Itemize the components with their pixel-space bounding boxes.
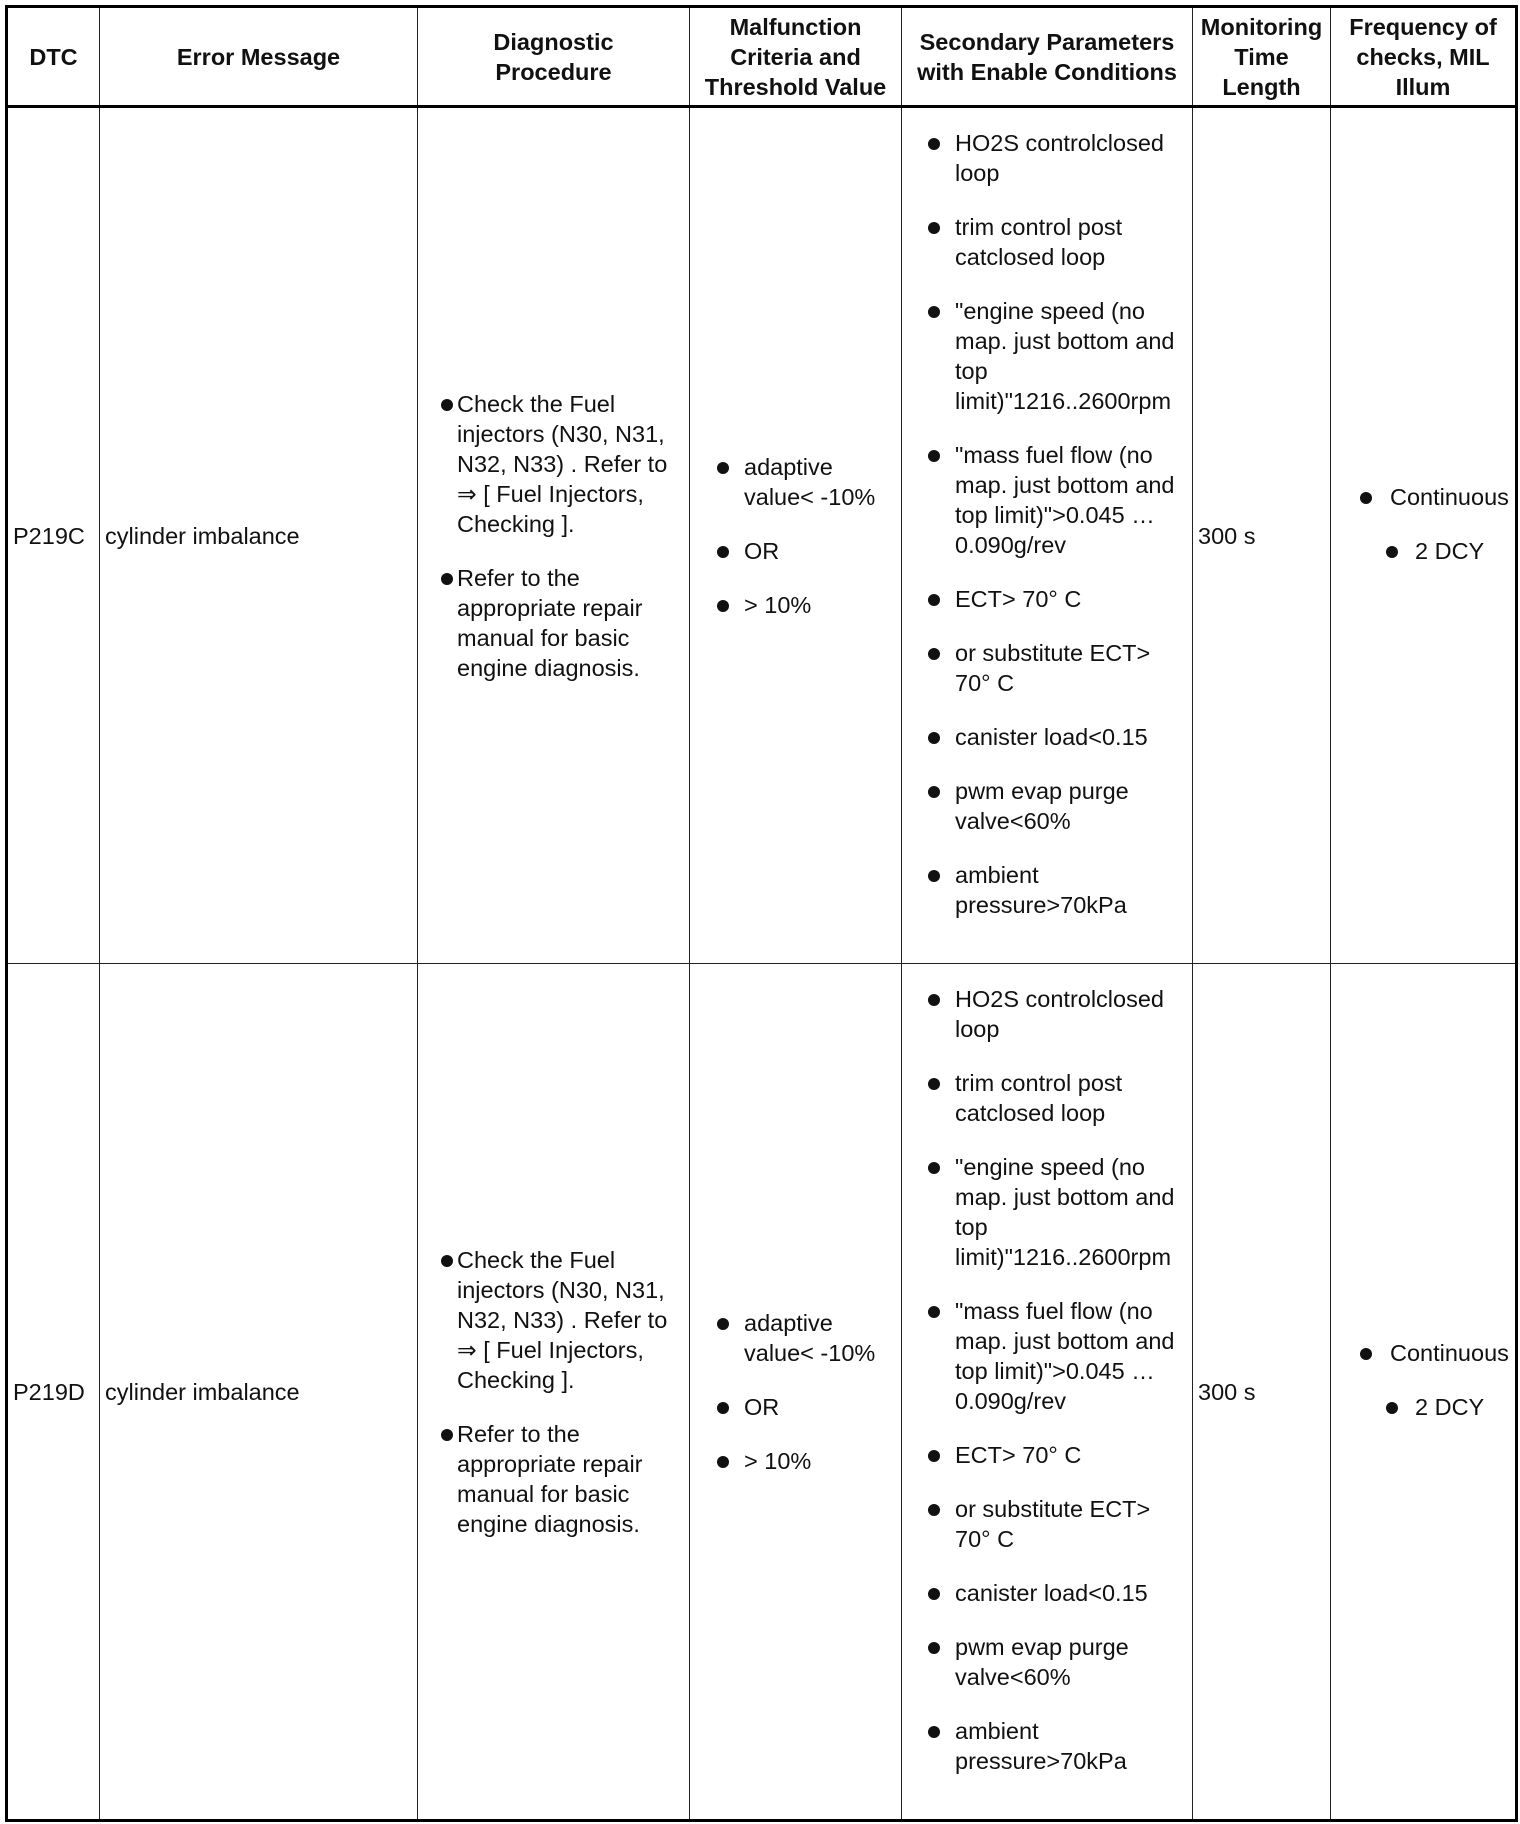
secondary-item: ECT> 70° C	[907, 1440, 1187, 1470]
header-secondary-parameters: Secondary Parameters with Enable Conditions	[902, 7, 1193, 107]
procedure-item: Refer to the appropriate repair manual for basic engine diagnosis.	[423, 1419, 684, 1539]
secondary-item: trim control post catclosed loop	[907, 1068, 1187, 1128]
secondary-item: canister load<0.15	[907, 722, 1187, 752]
secondary-parameters	[902, 964, 1193, 1821]
criteria-item: > 10%	[695, 590, 896, 620]
header-error-message: Error Message	[100, 7, 418, 107]
secondary-item: HO2S controlclosed loop	[907, 128, 1187, 188]
monitoring-time: 300 s	[1193, 107, 1331, 964]
secondary-item: HO2S controlclosed loop	[907, 984, 1187, 1044]
secondary-parameters	[902, 107, 1193, 964]
secondary-item: "engine speed (no map. just bottom and top limit)"1216..2600rpm	[907, 1152, 1187, 1272]
frequency	[1331, 964, 1517, 1821]
table-row	[7, 964, 1517, 1821]
dtc-table	[5, 5, 1518, 1822]
procedure-list	[423, 389, 684, 683]
secondary-item: ambient pressure>70kPa	[907, 860, 1187, 920]
secondary-item: ECT> 70° C	[907, 584, 1187, 614]
secondary-item: or substitute ECT> 70° C	[907, 638, 1187, 698]
error-message: cylinder imbalance	[100, 107, 418, 964]
frequency-list	[1336, 1338, 1510, 1422]
malfunction-criteria	[690, 107, 902, 964]
criteria-list	[695, 1308, 896, 1476]
table-row	[7, 107, 1517, 964]
secondary-item: "engine speed (no map. just bottom and top limit)"1216..2600rpm	[907, 296, 1187, 416]
procedure-list	[423, 1245, 684, 1539]
secondary-item: trim control post catclosed loop	[907, 212, 1187, 272]
header-row	[7, 7, 1517, 107]
criteria-item: OR	[695, 1392, 896, 1422]
secondary-item: or substitute ECT> 70° C	[907, 1494, 1187, 1554]
secondary-list	[907, 128, 1187, 920]
procedure-item: Check the Fuel injectors (N30, N31, N32, N33) . Refer to ⇒ [ Fuel Injectors, Checking ].	[423, 389, 684, 539]
frequency-item: Continuous	[1336, 1338, 1510, 1368]
secondary-item: "mass fuel flow (no map. just bottom and top limit)">0.045 … 0.090g/rev	[907, 1296, 1187, 1416]
secondary-item: pwm evap purge valve<60%	[907, 1632, 1187, 1692]
secondary-item: canister load<0.15	[907, 1578, 1187, 1608]
header-malfunction-criteria: Malfunction Criteria and Threshold Value	[690, 7, 902, 107]
malfunction-criteria	[690, 964, 902, 1821]
frequency-list	[1336, 482, 1510, 566]
secondary-item: ambient pressure>70kPa	[907, 1716, 1187, 1776]
monitoring-time: 300 s	[1193, 964, 1331, 1821]
secondary-item: "mass fuel flow (no map. just bottom and top limit)">0.045 … 0.090g/rev	[907, 440, 1187, 560]
dtc-code: P219D	[7, 964, 100, 1821]
procedure-item: Check the Fuel injectors (N30, N31, N32, N33) . Refer to ⇒ [ Fuel Injectors, Checking ].	[423, 1245, 684, 1395]
criteria-item: OR	[695, 536, 896, 566]
diagnostic-procedure	[418, 107, 690, 964]
secondary-item: pwm evap purge valve<60%	[907, 776, 1187, 836]
frequency	[1331, 107, 1517, 964]
header-frequency: Frequency of checks, MIL Illum	[1331, 7, 1517, 107]
diagnostic-procedure	[418, 964, 690, 1821]
dtc-code: P219C	[7, 107, 100, 964]
criteria-item: adaptive value< -10%	[695, 452, 896, 512]
procedure-item: Refer to the appropriate repair manual for basic engine diagnosis.	[423, 563, 684, 683]
header-diagnostic-procedure: Diagnostic Procedure	[418, 7, 690, 107]
frequency-item: Continuous	[1336, 482, 1510, 512]
error-message: cylinder imbalance	[100, 964, 418, 1821]
criteria-item: > 10%	[695, 1446, 896, 1476]
secondary-list	[907, 984, 1187, 1776]
frequency-item: 2 DCY	[1336, 536, 1510, 566]
frequency-item: 2 DCY	[1336, 1392, 1510, 1422]
criteria-list	[695, 452, 896, 620]
header-dtc: DTC	[7, 7, 100, 107]
criteria-item: adaptive value< -10%	[695, 1308, 896, 1368]
header-monitoring-time: Monitoring Time Length	[1193, 7, 1331, 107]
